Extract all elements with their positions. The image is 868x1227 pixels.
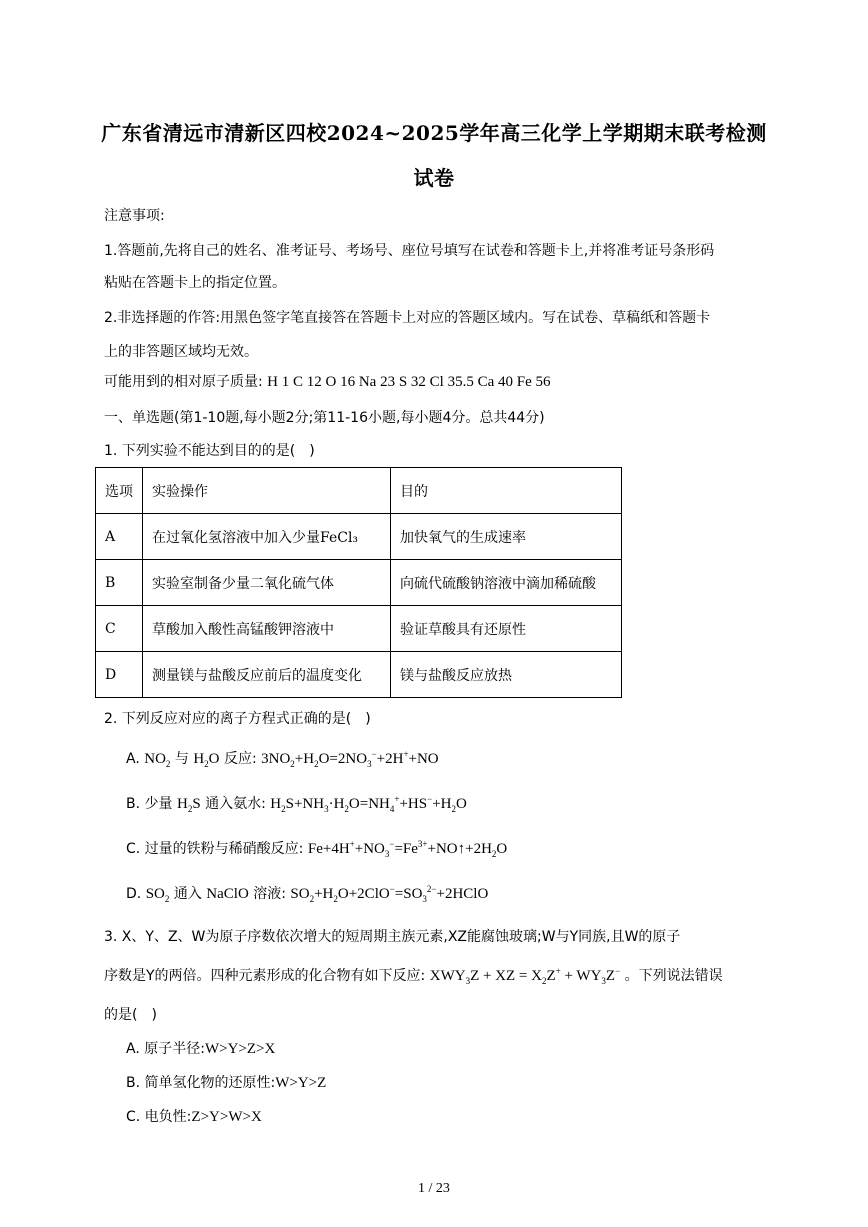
table-cell: 镁与盐酸反应放热	[391, 652, 622, 698]
table-header-row	[96, 468, 622, 514]
table-row	[96, 606, 622, 652]
table-cell: D	[96, 652, 143, 698]
question-3-line2: 序数是Y的两倍。四种元素形成的化合物有如下反应: $XWY_3Z$ + XZ = $X_2Z^+ + WY_3Z^-$ 。下列说法错误	[104, 966, 723, 986]
q2-option-b: B. 少量 $H_2S$ 通入氨水: $H_2S+NH_3\cdot H_2O=NH_4^++HS^-+H_2O$	[126, 794, 467, 814]
question-3-line1: 3. X、Y、Z、W为原子序数依次增大的短周期主族元素,XZ能腐蚀玻璃;W与Y同族,且W的原子	[104, 929, 681, 945]
q3-option-a: A. 原子半径:W>Y>Z>X	[126, 1041, 276, 1057]
q3-option-b: B. 简单氢化物的还原性:W>Y>Z	[126, 1075, 327, 1091]
document-title-line1: 广东省清远市清新区四校2024~2025学年高三化学上学期期末联考检测	[101, 121, 767, 145]
question-1: 1. 下列实验不能达到目的的是( )	[104, 443, 315, 459]
atomic-mass-line	[104, 371, 551, 391]
atomic-mass-label: 可能用到的相对原子质量:	[104, 374, 263, 390]
table-header-cell: 目的	[391, 468, 622, 514]
atomic-mass-values: H 1 C 12 O 16 Na 23 S 32 Cl 35.5 Ca 40 Fe 56	[267, 374, 551, 390]
experiment-table	[95, 467, 622, 698]
table-cell: C	[96, 606, 143, 652]
table-cell: 实验室制备少量二氧化硫气体	[143, 560, 391, 606]
table-cell: 在过氧化氢溶液中加入少量FeCl₃	[143, 514, 391, 560]
notice-item-2a: 2.非选择题的作答:用黑色签字笔直接答在答题卡上对应的答题区域内。写在试卷、草稿纸和答题卡	[104, 310, 711, 326]
table-cell: A	[96, 514, 143, 560]
table-cell: B	[96, 560, 143, 606]
notice-item-2b: 上的非答题区域均无效。	[104, 344, 258, 360]
table-cell: 草酸加入酸性高锰酸钾溶液中	[143, 606, 391, 652]
notice-item-1b: 粘贴在答题卡上的指定位置。	[104, 275, 286, 291]
table-cell: 向硫代硫酸钠溶液中滴加稀硫酸	[391, 560, 622, 606]
table-header-cell: 选项	[96, 468, 143, 514]
notice-heading: 注意事项:	[104, 208, 165, 224]
table-cell: 加快氧气的生成速率	[391, 514, 622, 560]
table-cell: 测量镁与盐酸反应前后的温度变化	[143, 652, 391, 698]
table-row	[96, 652, 622, 698]
table-row	[96, 514, 622, 560]
table-row	[96, 560, 622, 606]
q2-option-d: D. $SO_2$ 通入 NaClO 溶液: $SO_2+H_2O+2ClO^-=SO_3^{2-}+2HClO$	[126, 884, 489, 904]
document-title-line2: 试卷	[413, 166, 455, 190]
section-heading: 一、单选题(第1-10题,每小题2分;第11-16小题,每小题4分。总共44分)	[104, 410, 545, 426]
notice-item-1a: 1.答题前,先将自己的姓名、准考证号、考场号、座位号填写在试卷和答题卡上,并将准考证号条形码	[104, 243, 715, 259]
table-header-cell: 实验操作	[143, 468, 391, 514]
question-2: 2. 下列反应对应的离子方程式正确的是( )	[104, 711, 371, 727]
q2-option-c: C. 过量的铁粉与稀硝酸反应: $Fe+4H^++NO_3^-=Fe^{3+}+NO↑+2H_2O$	[126, 839, 508, 859]
question-3-line3: 的是( )	[104, 1007, 157, 1023]
page-number: 1 / 23	[418, 1181, 450, 1196]
table-cell: 验证草酸具有还原性	[391, 606, 622, 652]
q3-option-c: C. 电负性:Z>Y>W>X	[126, 1109, 262, 1125]
q2-option-a: A. $NO_2$ 与 $H_2O$ 反应: $3NO_2+H_2O=2NO_3^-+2H^++NO$	[126, 749, 439, 769]
